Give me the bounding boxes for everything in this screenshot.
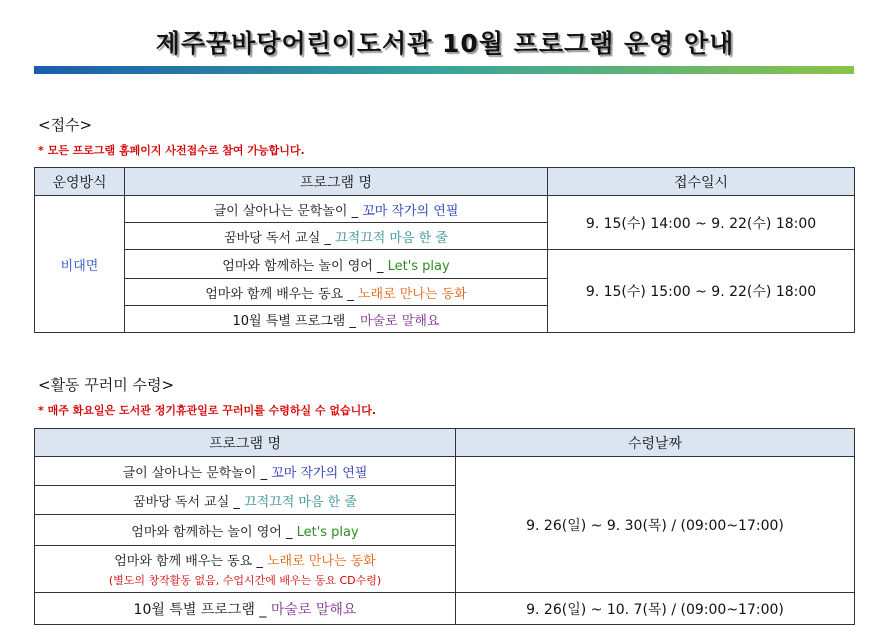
program-name: Let's play bbox=[387, 258, 450, 274]
header-method: 운영방식 bbox=[35, 168, 125, 196]
program-name: 꼬마 작가의 연필 bbox=[271, 465, 368, 481]
program-prefix: 꿈바당 독서 교실 _ bbox=[224, 230, 336, 246]
program-prefix: 엄마와 함께 배우는 동요 _ bbox=[205, 286, 358, 302]
header-reception-date: 접수일시 bbox=[548, 168, 855, 196]
reception-table bbox=[34, 167, 855, 333]
program-name: 노래로 만나는 동화 bbox=[267, 554, 376, 569]
program-cell bbox=[35, 457, 456, 486]
page-title: 제주꿈바당어린이도서관 10월 프로그램 운영 안내 bbox=[155, 29, 735, 58]
program-name: 마술로 말해요 bbox=[270, 601, 357, 618]
pickup-date-cell: 9. 26(일) ~ 9. 30(목) / (09:00~17:00) bbox=[456, 457, 855, 593]
header-program: 프로그램 명 bbox=[35, 429, 456, 457]
reception-date-cell: 9. 15(수) 15:00 ~ 9. 22(수) 18:00 bbox=[548, 250, 855, 333]
program-prefix: 엄마와 함께하는 놀이 영어 _ bbox=[131, 524, 297, 540]
program-cell bbox=[35, 515, 456, 546]
program-cell bbox=[125, 223, 548, 250]
reception-date-cell: 9. 15(수) 14:00 ~ 9. 22(수) 18:00 bbox=[548, 196, 855, 250]
program-prefix: 엄마와 함께 배우는 동요 _ bbox=[114, 554, 267, 569]
program-name: 끄적끄적 마음 한 줄 bbox=[244, 494, 357, 510]
program-cell bbox=[125, 196, 548, 223]
pickup-heading: <활동 꾸러미 수령> bbox=[38, 376, 175, 394]
program-sub-note: (별도의 창작활동 없음, 수업시간에 배우는 동요 CD수령) bbox=[108, 574, 382, 587]
title-underline-bar bbox=[34, 66, 854, 74]
program-prefix: 글이 살아나는 문학놀이 _ bbox=[213, 203, 363, 219]
program-prefix: 엄마와 함께하는 놀이 영어 _ bbox=[222, 258, 388, 274]
method-cell: 비대면 bbox=[35, 196, 125, 333]
program-name: 꼬마 작가의 연필 bbox=[362, 203, 459, 219]
program-name: 끄적끄적 마음 한 줄 bbox=[335, 230, 448, 246]
program-name: 노래로 만나는 동화 bbox=[358, 286, 467, 302]
header-program: 프로그램 명 bbox=[125, 168, 548, 196]
program-name: Let's play bbox=[296, 524, 359, 540]
program-cell bbox=[125, 250, 548, 279]
program-prefix: 10월 특별 프로그램 _ bbox=[133, 601, 271, 618]
program-cell bbox=[125, 279, 548, 306]
program-cell bbox=[35, 486, 456, 515]
reception-note: * 모든 프로그램 홈페이지 사전접수로 참여 가능합니다. bbox=[38, 144, 305, 157]
pickup-note: * 매주 화요일은 도서관 정기휴관일로 꾸러미를 수령하실 수 없습니다. bbox=[38, 404, 377, 417]
program-name: 마술로 말해요 bbox=[360, 313, 440, 329]
program-prefix: 꿈바당 독서 교실 _ bbox=[133, 494, 245, 510]
program-prefix: 10월 특별 프로그램 _ bbox=[232, 313, 360, 329]
program-cell bbox=[35, 546, 456, 593]
program-prefix: 글이 살아나는 문학놀이 _ bbox=[122, 465, 272, 481]
reception-heading: <접수> bbox=[38, 116, 93, 134]
header-pickup-date: 수령날짜 bbox=[456, 429, 855, 457]
pickup-table bbox=[34, 428, 855, 625]
program-cell bbox=[125, 306, 548, 333]
pickup-date-cell: 9. 26(일) ~ 10. 7(목) / (09:00~17:00) bbox=[456, 593, 855, 625]
program-cell bbox=[35, 593, 456, 625]
